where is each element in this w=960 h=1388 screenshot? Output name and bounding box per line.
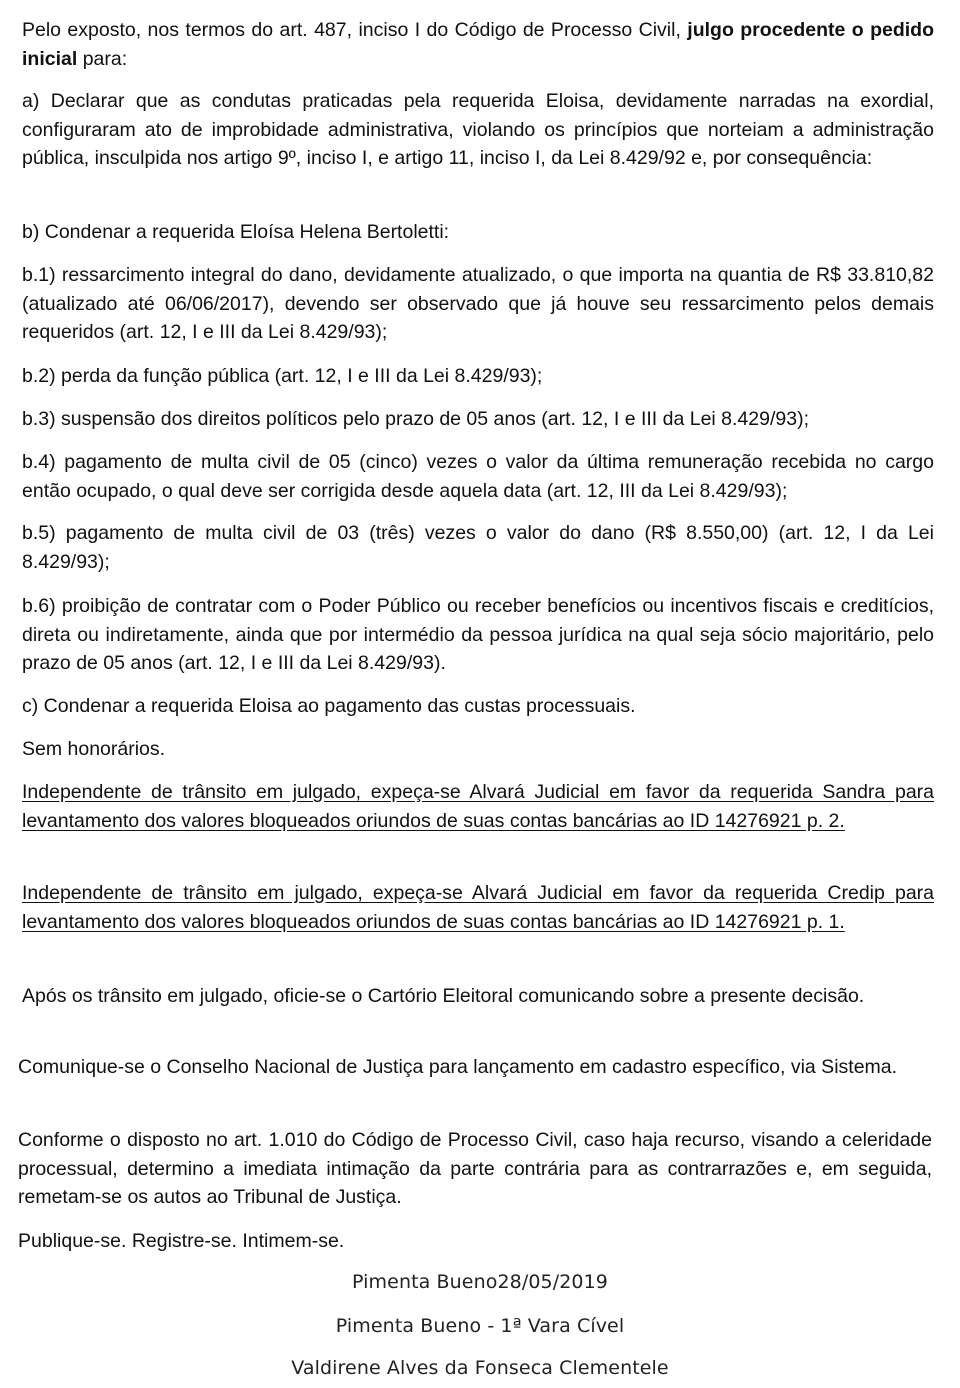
signature-judge: Valdirene Alves da Fonseca Clementele [291, 1357, 669, 1379]
item-b3-paragraph: b.3) suspensão dos direitos políticos pelo prazo de 05 anos (art. 12, I e III da Lei 8.429/93); [22, 408, 809, 430]
intro-suffix: para: [77, 47, 128, 70]
item-c-paragraph: c) Condenar a requerida Eloisa ao pagamento das custas processuais. [22, 695, 636, 717]
item-b5-paragraph: b.5) pagamento de multa civil de 03 (três) vezes o valor do dano (R$ 8.550,00) (art. 12, I da Lei 8.429/93); [22, 522, 934, 573]
signature-place-date: Pimenta Bueno28/05/2019 [352, 1271, 608, 1293]
electoral-notice-paragraph: Após os trânsito em julgado, oficie-se o Cartório Eleitoral comunicando sobre a presente decisão. [22, 985, 865, 1007]
ruling-bold-text: julgo procedente o pedido inicial [22, 19, 935, 70]
signature-court: Pimenta Bueno - 1ª Vara Cível [335, 1315, 625, 1337]
publish-register-paragraph: Publique-se. Registre-se. Intimem-se. [18, 1230, 345, 1252]
intro-text: Pelo exposto, nos termos do art. 487, inciso I do Código de Processo Civil, [22, 19, 688, 41]
item-b-paragraph: b) Condenar a requerida Eloísa Helena Bertoletti: [22, 221, 450, 243]
intro-paragraph [22, 16, 934, 73]
item-b4-paragraph: b.4) pagamento de multa civil de 05 (cinco) vezes o valor da última remuneração recebida no cargo então ocupado, o qual deve ser corrigida desde aquela data (art. 12, III da Lei 8.429/93); [22, 451, 934, 502]
release-order-credip: Independente de trânsito em julgado, expeça-se Alvará Judicial em favor da requerida Credip para levantamento dos valores bloqueados oriundos de suas contas bancárias ao ID 14276921 p. 1. [22, 882, 934, 933]
item-b1-paragraph: b.1) ressarcimento integral do dano, devidamente atualizado, o que importa na quantia de R$ 33.810,82 (atualizado até 06/06/2017), devendo ser observado que já houve seu ressarcimento pelos demais requeridos (art. 12, I e III da Lei 8.429/93); [22, 264, 934, 343]
item-a-paragraph: a) Declarar que as condutas praticadas pela requerida Eloisa, devidamente narradas na exordial, configuraram ato de improbidade administrativa, violando os princípios que norteiam a administração pública, insculpida nos artigo 9º, inciso I, e artigo 11, inciso I, da Lei 8.429/92 e, por consequência: [22, 90, 934, 169]
item-b2-paragraph: b.2) perda da função pública (art. 12, I e III da Lei 8.429/93); [22, 365, 543, 387]
appeal-paragraph: Conforme o disposto no art. 1.010 do Código de Processo Civil, caso haja recurso, visando a celeridade processual, determino a imediata intimação da parte contrária para as contrarrazões e, em seguida, remetam-se os autos ao Tribunal de Justiça. [18, 1129, 932, 1208]
item-b6-paragraph: b.6) proibição de contratar com o Poder Público ou receber benefícios ou incentivos fiscais e creditícios, direta ou indiretamente, ainda que por intermédio da pessoa jurídica na qual seja sócio majoritário, pelo prazo de 05 anos (art. 12, I e III da Lei 8.429/93). [22, 595, 934, 674]
no-fees-paragraph: Sem honorários. [22, 738, 166, 760]
release-order-sandra: Independente de trânsito em julgado, expeça-se Alvará Judicial em favor da requerida Sandra para levantamento dos valores bloqueados oriundos de suas contas bancárias ao ID 14276921 p. 2. [22, 781, 934, 832]
cnj-notice-paragraph: Comunique-se o Conselho Nacional de Justiça para lançamento em cadastro específico, via Sistema. [18, 1056, 898, 1078]
